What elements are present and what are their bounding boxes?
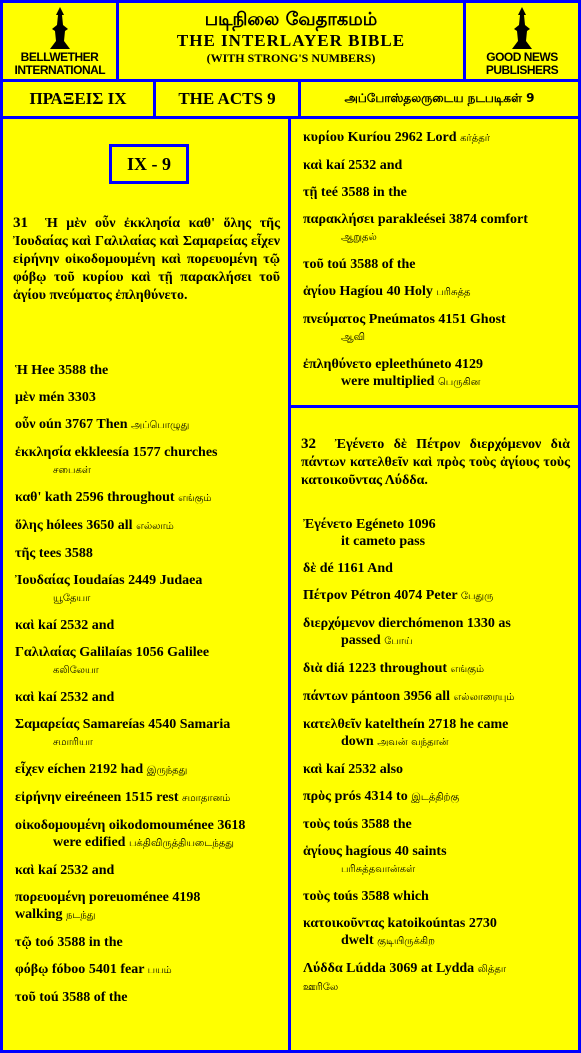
word-entry-gloss: ஆறுதல்: [341, 232, 377, 243]
chapter-label: IX - 9: [109, 144, 189, 184]
word-entry-line: πάντων pántoon 3956 all எல்லாரையும்: [303, 689, 515, 704]
word-entry-line: τοὺς toús 3588 the: [303, 817, 412, 832]
word-entry-gloss: பரிசுத்தவான்கள்: [341, 864, 416, 875]
word-entry: [15, 862, 280, 879]
left-column: [3, 119, 288, 1050]
word-entry: [303, 960, 570, 996]
word-entry-line: Λύδδα Lúdda 3069 at Lydda லித்தா: [303, 961, 507, 976]
word-entry: [15, 644, 280, 679]
page-title: THE INTERLAYER BIBLE: [176, 31, 406, 50]
word-entry-gloss: passed போய்: [341, 633, 413, 648]
word-entry: [303, 587, 570, 605]
word-entry-line: Σαμαρείας Samareías 4540 Samaria: [15, 717, 231, 732]
word-entry-line: Ἰουδαίας Ioudaías 2449 Judaea: [15, 573, 203, 588]
word-entry-gloss: ஆவி: [341, 332, 366, 343]
word-entry-gloss: were multiplied பெருகின: [341, 374, 481, 389]
word-entry: [15, 362, 280, 379]
word-entry-line: ὅλης hólees 3650 all எல்லாம்: [15, 518, 174, 533]
word-entry-line: καθ' kath 2596 throughout எங்கும்: [15, 490, 212, 505]
word-entry: [303, 311, 570, 346]
right-bottom-column: [291, 408, 578, 1050]
word-entry: [303, 256, 570, 273]
word-entry: [303, 184, 570, 201]
word-entry: [15, 934, 280, 951]
word-entry-line: ἁγίους hagíous 40 saints: [303, 844, 447, 859]
word-entry-line: κυρίου Kuríou 2962 Lord கர்த்தர்: [303, 130, 490, 145]
word-entry-line: καὶ kaí 2532 and: [303, 158, 403, 173]
word-entry: [303, 888, 570, 905]
word-entry: [15, 489, 280, 507]
word-entry-line: πρὸς prós 4314 to இடத்திற்கு: [303, 789, 460, 804]
word-entry-line: εἰρήνην eireéneen 1515 rest சமாதானம்: [15, 790, 231, 805]
word-entry: [303, 761, 570, 778]
page-subtitle: (WITH STRONG'S NUMBERS): [206, 51, 376, 65]
word-entry-line: οὖν oún 3767 Then அப்பொழுது: [15, 417, 190, 432]
verse-number: 32: [301, 436, 316, 452]
word-entry-line: καὶ kaí 2532 also: [303, 762, 404, 777]
word-list-right-top: [303, 129, 570, 401]
word-entry: [15, 789, 280, 807]
goodnews-logo: [466, 3, 578, 79]
word-entry: [15, 416, 280, 434]
word-entry: [303, 788, 570, 806]
word-entry-line: τοῦ toú 3588 of the: [303, 257, 416, 272]
word-entry: [303, 915, 570, 950]
word-entry-gloss: walking நடந்து: [15, 907, 96, 922]
word-list-left: [15, 362, 280, 1016]
word-entry: [303, 843, 570, 878]
word-entry: [15, 716, 280, 751]
english-book-label: THE ACTS 9: [156, 82, 298, 116]
verse-32: [301, 435, 570, 490]
word-entry-gloss: கலிலேயா: [53, 665, 99, 676]
verse-text: Ἐγένετο δὲ Πέτρον διερχόμενον διὰ πάντων κατελθεῖν καὶ πρὸς τοὺς ἁγίους τοὺς κατοικοῦντας Λύδδα.: [301, 437, 570, 488]
verse-number: 31: [13, 215, 28, 231]
word-entry-line: πνεύματος Pneúmatos 4151 Ghost: [303, 312, 506, 327]
word-entry: [15, 889, 280, 924]
bellwether-logo-text: BELLWETHER INTERNATIONAL: [14, 50, 106, 77]
goodnews-figure-icon: [508, 5, 536, 51]
word-entry-line: καὶ kaí 2532 and: [15, 618, 115, 633]
word-entry: [15, 545, 280, 562]
word-entry: [303, 660, 570, 678]
word-entry-gloss: dwelt குடியிருக்கிற: [341, 933, 435, 948]
word-entry: [303, 356, 570, 391]
word-entry: [303, 516, 570, 550]
word-entry-line: καὶ kaí 2532 and: [15, 690, 115, 705]
word-entry-line: τῷ toó 3588 in the: [15, 935, 123, 950]
word-entry: [303, 615, 570, 650]
word-entry: [303, 560, 570, 577]
word-entry: [303, 283, 570, 301]
word-entry-line: τοὺς toús 3588 which: [303, 889, 429, 904]
word-list-right-bottom: [303, 516, 570, 1006]
word-entry-gloss: சபைகள்: [53, 465, 91, 476]
word-entry-gloss: down அவன் வந்தான்: [341, 734, 449, 749]
bellwether-figure-icon: [46, 5, 74, 51]
word-entry-line: δὲ dé 1161 And: [303, 561, 393, 576]
tamil-book-label: அப்போஸ்தலருடைய நடபடிகள் 9: [301, 82, 578, 116]
word-entry: [303, 211, 570, 246]
word-entry-line: ἁγίου Hagíou 40 Holy பரிசுத்த: [303, 284, 471, 299]
word-entry: [15, 572, 280, 607]
word-entry: [303, 157, 570, 174]
word-entry-gloss: ஊரிலே: [303, 982, 339, 993]
word-entry: [15, 989, 280, 1006]
word-entry-line: Γαλιλαίας Galilaías 1056 Galilee: [15, 645, 210, 660]
word-entry-line: καὶ kaí 2532 and: [15, 863, 115, 878]
word-entry: [303, 129, 570, 147]
word-entry: [15, 389, 280, 406]
word-entry: [303, 816, 570, 833]
greek-book-label: ΠΡΑΞΕΙΣ IX: [3, 82, 153, 116]
verse-text: Ἡ μὲν οὖν ἐκκλησία καθ' ὅλης τῆς Ἰουδαίας καὶ Γαλιλαίας καὶ Σαμαρείας εἶχεν εἰρήνην οἰκοδομουμένη καὶ πορευομένη τῷ φόβῳ τοῦ κυρίου καὶ τῇ παρακλήσει τοῦ ἁγίου πνεύματος ἐπληθύνετο.: [13, 216, 280, 303]
word-entry-line: μὲν mén 3303: [15, 390, 96, 405]
word-entry: [303, 688, 570, 706]
word-entry-line: εἶχεν eíchen 2192 had இருந்தது: [15, 762, 188, 777]
word-entry-line: οἰκοδομουμένη oikodomouménee 3618: [15, 818, 246, 833]
word-entry-line: Ἡ Hee 3588 the: [15, 363, 109, 378]
title-tamil: படிநிலை வேதாகமம்: [204, 9, 378, 30]
word-entry: [15, 689, 280, 706]
word-entry-line: φόβῳ fóboo 5401 fear பயம்: [15, 962, 172, 977]
word-entry-line: ἐκκλησία ekkleesía 1577 churches: [15, 445, 218, 460]
word-entry-gloss: சமாரியா: [53, 737, 93, 748]
word-entry: [15, 761, 280, 779]
bellwether-logo: [3, 3, 116, 79]
word-entry-line: πορευομένη poreuoménee 4198: [15, 890, 201, 905]
word-entry: [15, 961, 280, 979]
word-entry-line: κατοικοῦντας katoikoúntas 2730: [303, 916, 497, 931]
word-entry: [15, 444, 280, 479]
word-entry-line: διερχόμενον dierchómenon 1330 as: [303, 616, 511, 631]
word-entry-line: παρακλήσει parakleései 3874 comfort: [303, 212, 528, 227]
word-entry-line: ἐπληθύνετο epleethúneto 4129: [303, 357, 483, 372]
word-entry-gloss: it cameto pass: [341, 534, 426, 549]
word-entry-line: Πέτρον Pétron 4074 Peter பேதுரு: [303, 588, 494, 603]
word-entry-line: τῆς tees 3588: [15, 546, 93, 561]
goodnews-logo-text: GOOD NEWS PUBLISHERS: [485, 50, 559, 77]
word-entry-line: τῇ teé 3588 in the: [303, 185, 407, 200]
word-entry: [15, 517, 280, 535]
word-entry-gloss: were edified பக்திவிருத்தியடைந்தது: [53, 835, 234, 850]
word-entry-line: τοῦ toú 3588 of the: [15, 990, 128, 1005]
word-entry: [303, 716, 570, 751]
word-entry: [15, 617, 280, 634]
right-top-column: [291, 119, 578, 405]
word-entry-gloss: யூதேயா: [53, 593, 91, 604]
word-entry-line: κατελθεῖν kateltheín 2718 he came: [303, 717, 509, 732]
verse-31: [13, 214, 280, 305]
title-block: [119, 3, 463, 79]
word-entry-line: διὰ diá 1223 throughout எங்கும்: [303, 661, 484, 676]
word-entry-line: Ἐγένετο Egéneto 1096: [303, 517, 436, 532]
word-entry: [15, 817, 280, 852]
